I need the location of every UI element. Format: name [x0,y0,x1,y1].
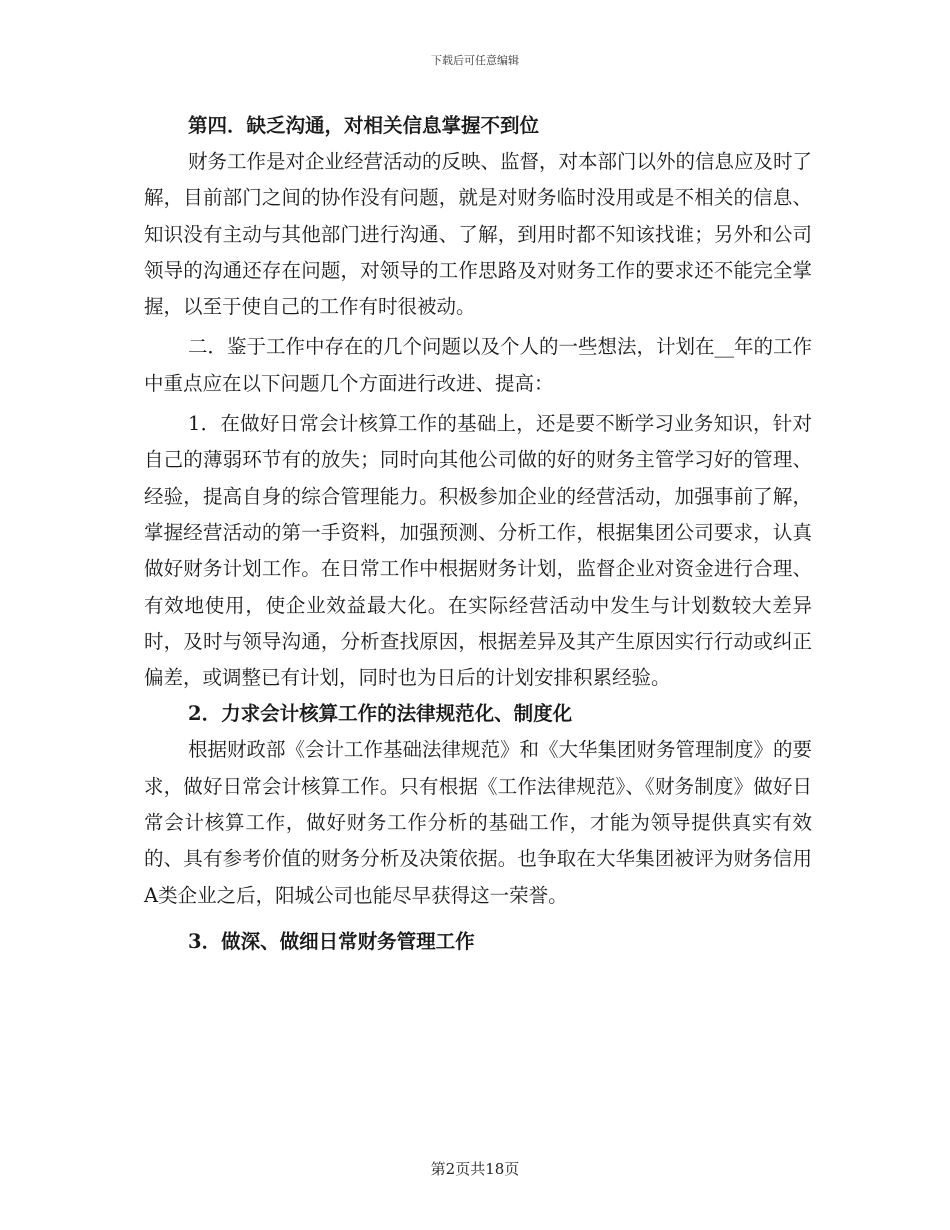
paragraph-two: 二．鉴于工作中存在的几个问题以及个人的一些想法，计划在__年的工作中重点应在以下问题几个方面进行改进、提高： [144,335,813,395]
page-header: 下载后可任意编辑 [431,54,519,67]
paragraph-1: 1．在做好日常会计核算工作的基础上，还是要不断学习业务知识，针对自己的薄弱环节有的放失；同时向其他公司做的好的财务主管学习好的管理、经验，提高自身的综合管理能力。积极参加企业的经营活动，加强事前了解，掌握经营活动的第一手资料，加强预测、分析工作，根据集团公司要求，认真做好财务计划工作。在日常工作中根据财务计划，监督企业对资金进行合理、有效地使用，使企业效益最大化。在实际经营活动中发生与计划数较大差异时，及时与领导沟通，分析查找原因，根据差异及其产生原因实行行动或纠正偏差，或调整已有计划，同时也为日后的计划安排积累经验。 [144,412,812,690]
section-heading-3: 3．做深、做细日常财务管理工作 [188,929,475,953]
section-heading-4: 第四．缺乏沟通，对相关信息掌握不到位 [188,114,540,137]
page-footer: 第2页共18页 [430,1160,520,1178]
paragraph-2: 根据财政部《会计工作基础法律规范》和《大华集团财务管理制度》的要求，做好日常会计核算工作。只有根据《工作法律规范》、《财务制度》做好日常会计核算工作，做好财务工作分析的基础工作，才能为领导提供真实有效的、具有参考价值的财务分析及决策依据。也争取在大华集团被评为财务信用A类企业之后，阳城公司也能尽早获得这一荣誉。 [144,738,813,907]
section-heading-2: 2．力求会计核算工作的法律规范化、制度化 [188,702,573,726]
document-body [144,108,812,960]
paragraph-4: 财务工作是对企业经营活动的反映、监督，对本部门以外的信息应及时了解，目前部门之间的协作没有问题，就是对财务临时没用或是不相关的信息、知识没有主动与其他部门进行沟通、了解，到用时都不知该找谁；另外和公司领导的沟通还存在问题，对领导的工作思路及对财务工作的要求还不能完全掌握，以至于使自己的工作有时很被动。 [144,150,813,319]
